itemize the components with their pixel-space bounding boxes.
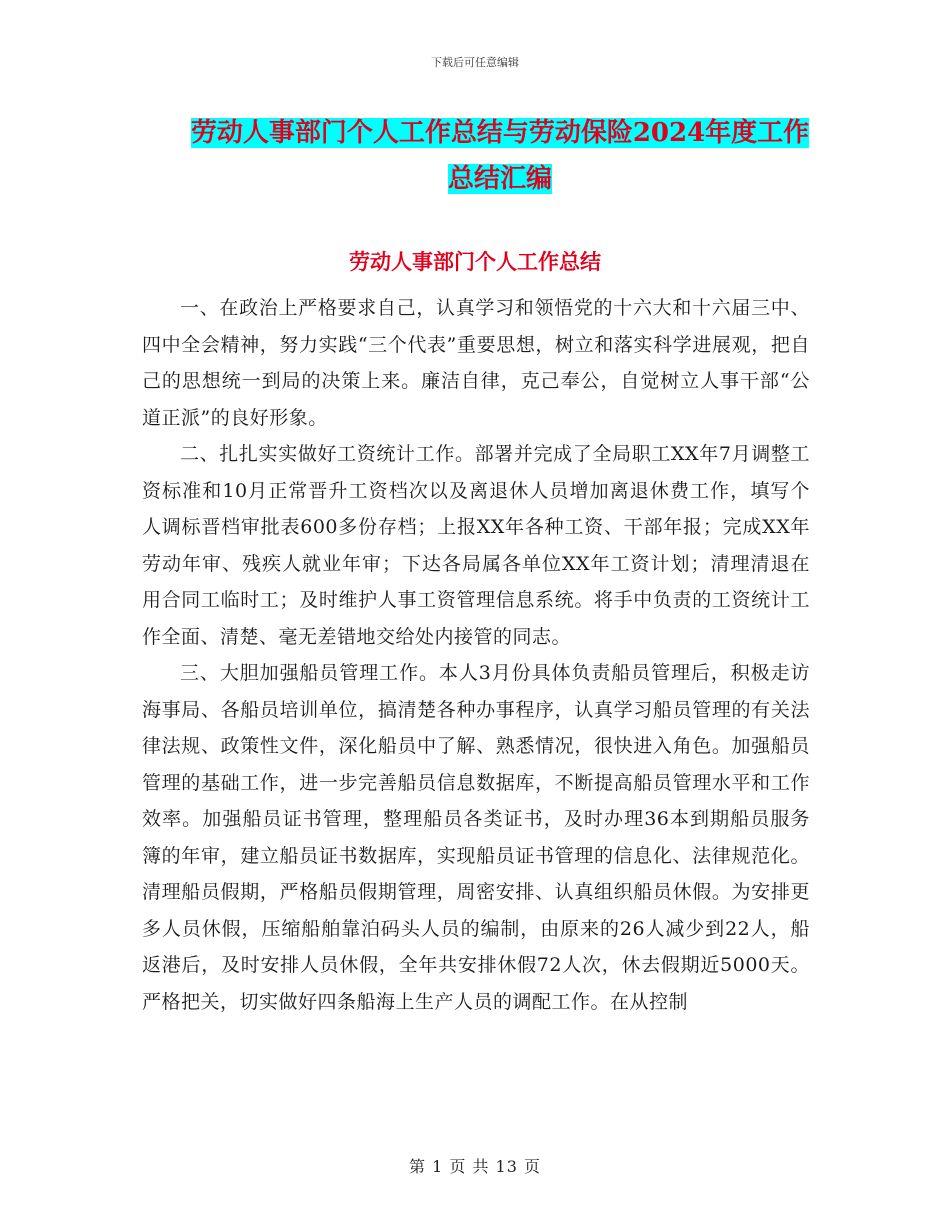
page-header-note: 下载后可任意编辑 bbox=[431, 56, 519, 69]
document-title-line-2: 总结汇编 bbox=[447, 164, 552, 194]
paragraph-1: 一、在政治上严格要求自己，认真学习和领悟党的十六大和十六届三中、四中全会精神，努力实践“三个代表”重要思想，树立和落实科学进展观，把自己的思想统一到局的决策上来。廉洁自律，克己奉公，自觉树立人事干部“公道正派”的良好形象。 bbox=[142, 297, 810, 429]
document-title bbox=[140, 110, 860, 202]
section-title: 劳动人事部门个人工作总结 bbox=[349, 249, 601, 274]
document-body bbox=[142, 290, 810, 1020]
page-number-footer: 第 1 页 共 13 页 bbox=[409, 1157, 541, 1176]
document-title-line-1: 劳动人事部门个人工作总结与劳动保险2024年度工作 bbox=[190, 118, 810, 148]
paragraph-2: 二、扎扎实实做好工资统计工作。部署并完成了全局职工XX年7月调整工资标准和10月正常晋升工资档次以及离退休人员增加离退休费工作，填写个人调标晋档审批表600多份存档；上报XX年各种工资、干部年报；完成XX年劳动年审、残疾人就业年审；下达各局属各单位XX年工资计划；清理清退在用合同工临时工；及时维护人事工资管理信息系统。将手中负责的工资统计工作全面、清楚、毫无差错地交给处内接管的同志。 bbox=[142, 443, 810, 648]
paragraph-3: 三、大胆加强船员管理工作。本人3月份具体负责船员管理后，积极走访海事局、各船员培训单位，搞清楚各种办事程序，认真学习船员管理的有关法律法规、政策性文件，深化船员中了解、熟悉情况，很快进入角色。加强船员管理的基础工作，进一步完善船员信息数据库，不断提高船员管理水平和工作效率。加强船员证书管理，整理船员各类证书，及时办理36本到期船员服务簿的年审，建立船员证书数据库，实现船员证书管理的信息化、法律规范化。清理船员假期，严格船员假期管理，周密安排、认真组织船员休假。为安排更多人员休假，压缩船舶靠泊码头人员的编制，由原来的26人减少到22人，船返港后，及时安排人员休假，全年共安排休假72人次，休去假期近5000天。严格把关，切实做好四条船海上生产人员的调配工作。在从控制 bbox=[142, 662, 810, 1013]
